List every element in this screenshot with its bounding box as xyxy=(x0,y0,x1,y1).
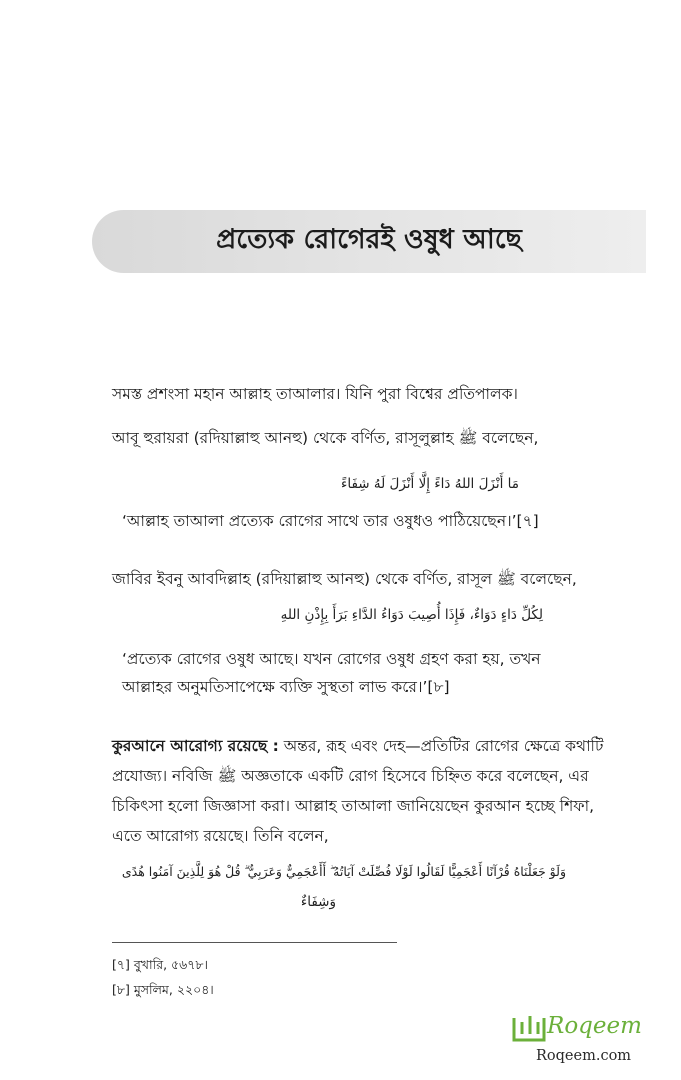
arabic-verse-line2: وَشِفَاءٌ xyxy=(300,894,336,910)
chapter-title: প্রত্যেক রোগেরই ওষুধ আছে xyxy=(216,224,522,255)
section-paragraph-line2: প্রযোজ্য। নবিজি ﷺ অজ্ঞতাকে একটি রোগ হিসেবে চিহ্নিত করে বলেছেন, এর xyxy=(112,767,589,785)
footnote-8: [৮] মুসলিম, ২২০৪। xyxy=(112,982,214,997)
footnote-7: [৭] বুখারি, ৫৬৭৮। xyxy=(112,957,208,972)
footnote-divider xyxy=(112,942,397,943)
section-paragraph-line4: এতে আরোগ্য রয়েছে। তিনি বলেন, xyxy=(112,827,329,845)
chapter-title-banner xyxy=(92,210,646,273)
section-paragraph-line1 xyxy=(112,733,612,760)
arabic-verse-line1: وَلَوْ جَعَلْنَاهُ قُرْآنًا أَعْجَمِيًّا لَقَالُوا لَوْلَا فُصِّلَتْ آيَاتُهُ ۖ أَأَعْجَمِيٌّ وَعَرَبِيٌّ ۗ قُلْ هُوَ لِلَّذِينَ آمَنُوا هُدًى xyxy=(121,864,566,879)
paragraph-narration-2: জাবির ইবনু আবদিল্লাহ (রদিয়াল্লাহু আনহু) থেকে বর্ণিত, রাসূল ﷺ বলেছেন, xyxy=(112,570,577,588)
arabic-hadith-1: مَا أَنْزَلَ اللهُ دَاءً إِلَّا أَنْزَلَ لَهُ شِفَاءً xyxy=(341,476,519,492)
paragraph-narration-1: আবূ হুরায়রা (রদিয়াল্লাহু আনহু) থেকে বর্ণিত, রাসূলুল্লাহ ﷺ বলেছেন, xyxy=(112,429,539,447)
logo-url: Roqeem.com xyxy=(536,1048,632,1064)
logo-wordmark: Roqeem xyxy=(547,1013,642,1039)
section-paragraph-line3: চিকিৎসা হলো জিজ্ঞাসা করা। আল্লাহ তাআলা জানিয়েছেন কুরআন হচ্ছে শিফা, xyxy=(112,797,595,815)
hadith-translation-2-line1: ‘প্রত্যেক রোগের ওষুধ আছে। যখন রোগের ওষুধ গ্রহণ করা হয়, তখন xyxy=(122,650,541,668)
hadith-translation-2-line2: আল্লাহর অনুমতিসাপেক্ষে ব্যক্তি সুস্থতা লাভ করে।’[৮] xyxy=(122,678,450,696)
hadith-translation-1: ‘আল্লাহ তাআলা প্রত্যেক রোগের সাথে তার ওষুধও পাঠিয়েছেন।’[৭] xyxy=(122,512,539,530)
paragraph-intro: সমস্ত প্রশংসা মহান আল্লাহ তাআলার। যিনি পুরা বিশ্বের প্রতিপালক। xyxy=(112,385,518,403)
arabic-hadith-2: لِكُلِّ دَاءٍ دَوَاءٌ، فَإِذَا أُصِيبَ دَوَاءُ الدَّاءِ بَرَأَ بِإِذْنِ اللهِ xyxy=(280,607,543,623)
section-text-1: অন্তর, রূহ এবং দেহ—প্রতিটির রোগের ক্ষেত্রে কথাটি xyxy=(278,737,604,755)
section-heading: কুরআনে আরোগ্য রয়েছে : xyxy=(112,737,279,755)
